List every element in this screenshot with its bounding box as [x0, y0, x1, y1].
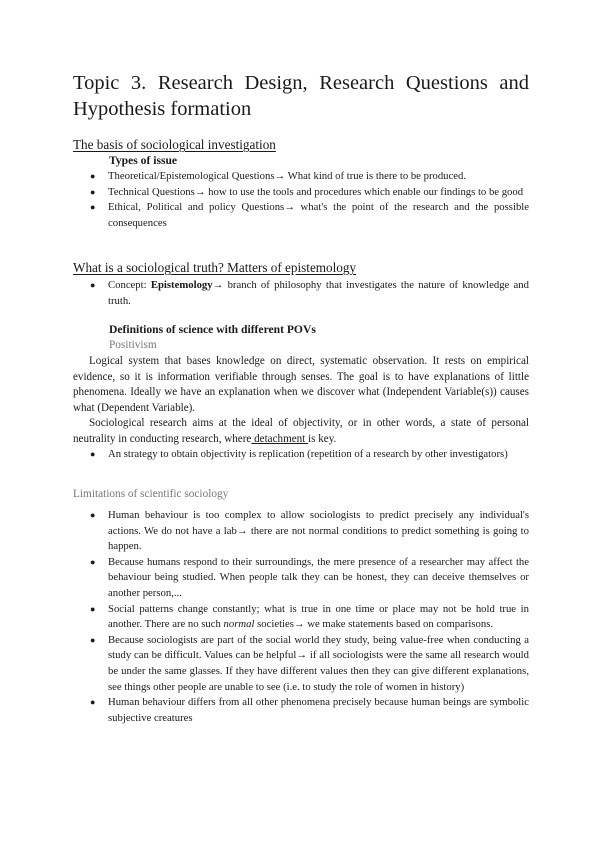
- section-heading-basis: The basis of sociological investigation: [73, 137, 276, 152]
- paragraph-objectivity: Sociological research aims at the ideal of objectivity, or in other words, a state of personal neutrality in conducting research, where detachment is key.: [73, 417, 529, 445]
- list-item: ● Human behaviour is too complex to allow sociologists to predict precisely any individual's actions. We do not have a lab→ there are not normal conditions to predict something is going to happen.: [90, 509, 529, 553]
- bullet-icon: ●: [90, 171, 96, 181]
- page-title: [73, 70, 529, 122]
- types-of-issue-list: [0, 169, 600, 231]
- limitations-list: [0, 508, 600, 726]
- section-heading-limitations: Limitations of scientific sociology: [73, 488, 229, 500]
- list-item: ● Because sociologists are part of the social world they study, being value-free when conducting a study can be difficult. Values can be helpful→ if all sociologists were the same all research would be under the same glasses. If they have different values then they can give different explanations, see things other people are unable to see (i.e. to study the role of women in history): [90, 633, 529, 693]
- list-item: ● Theoretical/Epistemological Questions→ What kind of true is there to be produced.: [0, 169, 529, 185]
- bullet-icon: ●: [90, 202, 96, 213]
- replication-list: [0, 447, 600, 463]
- bullet-icon: ●: [90, 556, 96, 567]
- bullet-icon: ●: [90, 280, 96, 290]
- list-item: ● Human behaviour differs from all other phenomena precisely because human beings are symbolic subjective creatures: [90, 696, 529, 724]
- bullet-icon: ●: [90, 186, 96, 197]
- paragraph-positivism: Logical system that bases knowledge on direct, systematic observation. It rests on empirical evidence, so it is information verifiable through senses. The goal is to have explanations of little phenomena. Ideally we have an explanation when we discover what (Independent Variable(s)) causes what (Dependent Variable).: [73, 355, 529, 414]
- list-item: ● Because humans respond to their surroundings, the mere presence of a researcher may affect the behaviour being studied. When people talk they can be honest, they can deceive themselves or another person,...: [90, 555, 529, 599]
- list-item: ● An strategy to obtain objectivity is replication (repetition of a research by other investigators): [0, 447, 529, 463]
- title-line-2: Hypothesis formation: [73, 98, 252, 120]
- concept-list: [0, 278, 600, 309]
- bullet-icon: ●: [90, 603, 96, 614]
- section-heading-epistemology: What is a sociological truth? Matters of epistemology: [73, 260, 357, 275]
- list-item: ● Technical Questions→ how to use the tools and procedures which enable our findings to be good: [0, 185, 529, 201]
- subheading-positivism: Positivism: [109, 339, 157, 351]
- title-line-1: Topic 3. Research Design, Research Questions and: [73, 72, 529, 94]
- list-item: ● Social patterns change constantly; what is true in one time or place may not be hold true in another. There are no such normal societies→ we make statements based on comparisons.: [90, 602, 529, 631]
- bullet-icon: ●: [90, 697, 96, 708]
- bullet-icon: ●: [90, 510, 96, 520]
- list-item: ● Concept: Epistemology→ branch of philosophy that investigates the nature of knowledge and truth.: [90, 279, 529, 307]
- bullet-icon: ●: [90, 449, 96, 459]
- subheading-types-of-issue: Types of issue: [109, 154, 178, 167]
- subheading-definitions: Definitions of science with different POVs: [109, 323, 316, 336]
- list-item: ● Ethical, Political and policy Questions→ what's the point of the research and the possible consequences: [90, 201, 529, 229]
- bullet-icon: ●: [90, 634, 96, 645]
